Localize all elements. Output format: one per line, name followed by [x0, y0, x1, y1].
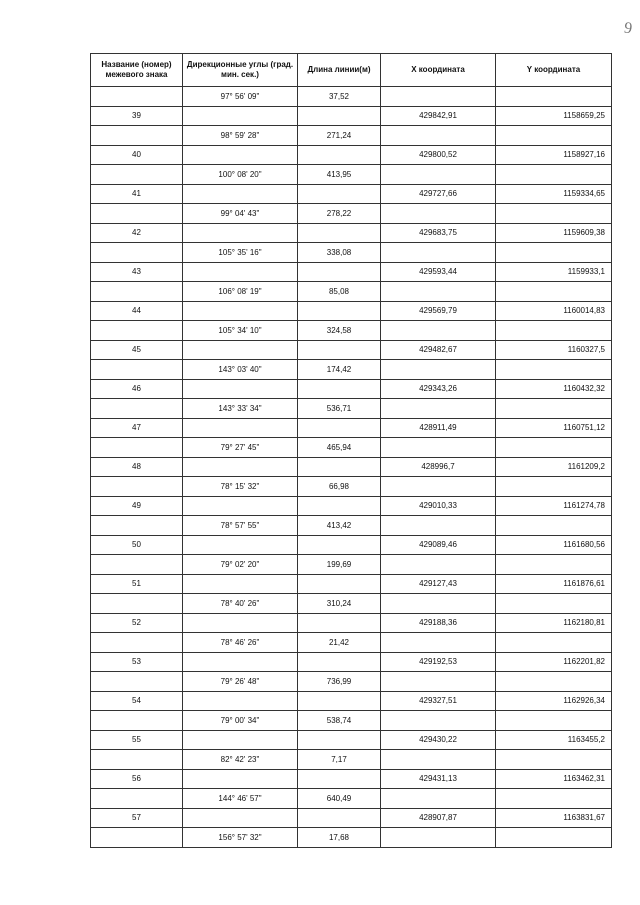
line-length-cell: 85,08: [298, 282, 381, 302]
direction-angle-cell: 143° 03' 40": [183, 360, 298, 380]
x-coordinate-cell: [381, 321, 496, 341]
marker-name-cell: [91, 633, 183, 653]
direction-angle-cell: 78° 40' 26": [183, 594, 298, 614]
y-coordinate-cell: [496, 165, 612, 185]
x-coordinate-cell: [381, 750, 496, 770]
direction-angle-cell: [183, 106, 298, 126]
y-coordinate-cell: [496, 555, 612, 575]
x-coordinate-cell: [381, 243, 496, 263]
direction-angle-cell: [183, 808, 298, 828]
line-length-cell: [298, 262, 381, 282]
line-length-cell: [298, 457, 381, 477]
x-coordinate-cell: 429343,26: [381, 379, 496, 399]
line-length-cell: [298, 691, 381, 711]
line-length-cell: [298, 652, 381, 672]
y-coordinate-cell: [496, 711, 612, 731]
y-coordinate-cell: 1163462,31: [496, 769, 612, 789]
direction-angle-cell: [183, 535, 298, 555]
y-coordinate-cell: 1160327,5: [496, 340, 612, 360]
header-x-coordinate: X координата: [381, 54, 496, 87]
x-coordinate-cell: [381, 594, 496, 614]
x-coordinate-cell: 429569,79: [381, 301, 496, 321]
table-row: [91, 223, 612, 243]
table-row: [91, 535, 612, 555]
table-row: [91, 691, 612, 711]
marker-name-cell: 53: [91, 652, 183, 672]
y-coordinate-cell: 1160014,83: [496, 301, 612, 321]
table-row: [91, 282, 612, 302]
y-coordinate-cell: [496, 282, 612, 302]
table-row: [91, 204, 612, 224]
marker-name-cell: 45: [91, 340, 183, 360]
direction-angle-cell: 156° 57' 32": [183, 828, 298, 848]
line-length-cell: [298, 769, 381, 789]
table-row: [91, 516, 612, 536]
table-row: [91, 438, 612, 458]
y-coordinate-cell: [496, 399, 612, 419]
table-row: [91, 652, 612, 672]
marker-name-cell: 52: [91, 613, 183, 633]
marker-name-cell: 41: [91, 184, 183, 204]
y-coordinate-cell: [496, 594, 612, 614]
marker-name-cell: [91, 282, 183, 302]
y-coordinate-cell: 1159933,1: [496, 262, 612, 282]
table-row: [91, 399, 612, 419]
line-length-cell: [298, 301, 381, 321]
line-length-cell: 640,49: [298, 789, 381, 809]
x-coordinate-cell: [381, 516, 496, 536]
table-row: [91, 555, 612, 575]
y-coordinate-cell: [496, 672, 612, 692]
x-coordinate-cell: [381, 360, 496, 380]
line-length-cell: [298, 145, 381, 165]
direction-angle-cell: 79° 02' 20": [183, 555, 298, 575]
table-row: [91, 496, 612, 516]
marker-name-cell: [91, 477, 183, 497]
marker-name-cell: [91, 126, 183, 146]
y-coordinate-cell: 1158659,25: [496, 106, 612, 126]
x-coordinate-cell: 429430,22: [381, 730, 496, 750]
direction-angle-cell: 106° 08' 19": [183, 282, 298, 302]
marker-name-cell: 46: [91, 379, 183, 399]
line-length-cell: [298, 730, 381, 750]
table-row: [91, 87, 612, 107]
x-coordinate-cell: 429683,75: [381, 223, 496, 243]
y-coordinate-cell: 1162926,34: [496, 691, 612, 711]
x-coordinate-cell: 429593,44: [381, 262, 496, 282]
direction-angle-cell: [183, 418, 298, 438]
y-coordinate-cell: [496, 360, 612, 380]
marker-name-cell: 56: [91, 769, 183, 789]
line-length-cell: 17,68: [298, 828, 381, 848]
x-coordinate-cell: 429127,43: [381, 574, 496, 594]
direction-angle-cell: [183, 496, 298, 516]
direction-angle-cell: [183, 613, 298, 633]
direction-angle-cell: 97° 56' 09": [183, 87, 298, 107]
direction-angle-cell: 144° 46' 57": [183, 789, 298, 809]
direction-angle-cell: [183, 691, 298, 711]
table-row: [91, 730, 612, 750]
header-y-coordinate: Y координата: [496, 54, 612, 87]
table-body: [91, 87, 612, 848]
table-row: [91, 828, 612, 848]
direction-angle-cell: [183, 340, 298, 360]
table-row: [91, 165, 612, 185]
line-length-cell: 21,42: [298, 633, 381, 653]
table-row: [91, 457, 612, 477]
line-length-cell: 271,24: [298, 126, 381, 146]
line-length-cell: 278,22: [298, 204, 381, 224]
direction-angle-cell: 143° 33' 34": [183, 399, 298, 419]
table-row: [91, 711, 612, 731]
marker-name-cell: [91, 243, 183, 263]
x-coordinate-cell: 428911,49: [381, 418, 496, 438]
x-coordinate-cell: [381, 399, 496, 419]
direction-angle-cell: 98° 59' 28": [183, 126, 298, 146]
line-length-cell: [298, 184, 381, 204]
table-row: [91, 321, 612, 341]
x-coordinate-cell: [381, 633, 496, 653]
table-row: [91, 477, 612, 497]
marker-name-cell: [91, 321, 183, 341]
line-length-cell: 66,98: [298, 477, 381, 497]
header-line-length: Длина линии(м): [298, 54, 381, 87]
line-length-cell: 174,42: [298, 360, 381, 380]
marker-name-cell: [91, 438, 183, 458]
y-coordinate-cell: [496, 828, 612, 848]
x-coordinate-cell: 429431,13: [381, 769, 496, 789]
marker-name-cell: [91, 789, 183, 809]
table-row: [91, 574, 612, 594]
y-coordinate-cell: [496, 87, 612, 107]
line-length-cell: 7,17: [298, 750, 381, 770]
x-coordinate-cell: [381, 555, 496, 575]
marker-name-cell: 50: [91, 535, 183, 555]
table-row: [91, 301, 612, 321]
x-coordinate-cell: [381, 438, 496, 458]
table-row: [91, 789, 612, 809]
direction-angle-cell: [183, 145, 298, 165]
marker-name-cell: [91, 204, 183, 224]
marker-name-cell: [91, 750, 183, 770]
x-coordinate-cell: 429010,33: [381, 496, 496, 516]
y-coordinate-cell: [496, 789, 612, 809]
x-coordinate-cell: [381, 711, 496, 731]
line-length-cell: 413,95: [298, 165, 381, 185]
marker-name-cell: 44: [91, 301, 183, 321]
marker-name-cell: [91, 555, 183, 575]
line-length-cell: 413,42: [298, 516, 381, 536]
direction-angle-cell: [183, 769, 298, 789]
direction-angle-cell: 78° 46' 26": [183, 633, 298, 653]
line-length-cell: [298, 496, 381, 516]
marker-name-cell: 54: [91, 691, 183, 711]
direction-angle-cell: [183, 301, 298, 321]
direction-angle-cell: [183, 574, 298, 594]
direction-angle-cell: 79° 27' 45": [183, 438, 298, 458]
x-coordinate-cell: 428996,7: [381, 457, 496, 477]
direction-angle-cell: [183, 457, 298, 477]
direction-angle-cell: 78° 57' 55": [183, 516, 298, 536]
y-coordinate-cell: [496, 321, 612, 341]
table-row: [91, 145, 612, 165]
x-coordinate-cell: 429327,51: [381, 691, 496, 711]
table-row: [91, 262, 612, 282]
direction-angle-cell: [183, 262, 298, 282]
y-coordinate-cell: 1161680,56: [496, 535, 612, 555]
table-row: [91, 106, 612, 126]
line-length-cell: 465,94: [298, 438, 381, 458]
direction-angle-cell: [183, 652, 298, 672]
direction-angle-cell: 79° 00' 34": [183, 711, 298, 731]
x-coordinate-cell: 429192,53: [381, 652, 496, 672]
y-coordinate-cell: 1160432,32: [496, 379, 612, 399]
y-coordinate-cell: [496, 633, 612, 653]
line-length-cell: 538,74: [298, 711, 381, 731]
table-row: [91, 360, 612, 380]
marker-name-cell: [91, 360, 183, 380]
direction-angle-cell: 82° 42' 23": [183, 750, 298, 770]
page-number: 9: [622, 19, 634, 38]
marker-name-cell: 47: [91, 418, 183, 438]
y-coordinate-cell: 1163831,67: [496, 808, 612, 828]
x-coordinate-cell: [381, 477, 496, 497]
table-row: [91, 418, 612, 438]
line-length-cell: 536,71: [298, 399, 381, 419]
table-row: [91, 613, 612, 633]
line-length-cell: 199,69: [298, 555, 381, 575]
x-coordinate-cell: [381, 828, 496, 848]
marker-name-cell: 43: [91, 262, 183, 282]
y-coordinate-cell: [496, 477, 612, 497]
x-coordinate-cell: 429089,46: [381, 535, 496, 555]
y-coordinate-cell: [496, 750, 612, 770]
marker-name-cell: [91, 516, 183, 536]
line-length-cell: 736,99: [298, 672, 381, 692]
direction-angle-cell: 105° 35' 16": [183, 243, 298, 263]
line-length-cell: 324,58: [298, 321, 381, 341]
marker-name-cell: 55: [91, 730, 183, 750]
boundary-coordinates-table: [90, 53, 612, 848]
marker-name-cell: [91, 399, 183, 419]
direction-angle-cell: [183, 379, 298, 399]
table-row: [91, 808, 612, 828]
y-coordinate-cell: 1158927,16: [496, 145, 612, 165]
marker-name-cell: 49: [91, 496, 183, 516]
line-length-cell: [298, 340, 381, 360]
table-header-row: [91, 54, 612, 87]
table-row: [91, 379, 612, 399]
line-length-cell: [298, 535, 381, 555]
table-row: [91, 126, 612, 146]
table-row: [91, 750, 612, 770]
y-coordinate-cell: [496, 126, 612, 146]
x-coordinate-cell: 429188,36: [381, 613, 496, 633]
line-length-cell: 310,24: [298, 594, 381, 614]
marker-name-cell: 57: [91, 808, 183, 828]
y-coordinate-cell: 1163455,2: [496, 730, 612, 750]
line-length-cell: [298, 613, 381, 633]
marker-name-cell: 42: [91, 223, 183, 243]
y-coordinate-cell: [496, 243, 612, 263]
marker-name-cell: [91, 828, 183, 848]
marker-name-cell: [91, 594, 183, 614]
line-length-cell: 338,08: [298, 243, 381, 263]
direction-angle-cell: [183, 184, 298, 204]
direction-angle-cell: 105° 34' 10": [183, 321, 298, 341]
direction-angle-cell: 79° 26' 48": [183, 672, 298, 692]
line-length-cell: [298, 106, 381, 126]
line-length-cell: [298, 418, 381, 438]
table-row: [91, 340, 612, 360]
marker-name-cell: 39: [91, 106, 183, 126]
y-coordinate-cell: 1160751,12: [496, 418, 612, 438]
x-coordinate-cell: 429727,66: [381, 184, 496, 204]
marker-name-cell: 51: [91, 574, 183, 594]
line-length-cell: [298, 379, 381, 399]
direction-angle-cell: [183, 730, 298, 750]
header-direction-angle: Дирекционные углы (град. мин. сек.): [183, 54, 298, 87]
x-coordinate-cell: 429800,52: [381, 145, 496, 165]
header-marker-name: Название (номер) межевого знака: [91, 54, 183, 87]
direction-angle-cell: 100° 08' 20": [183, 165, 298, 185]
marker-name-cell: [91, 87, 183, 107]
y-coordinate-cell: 1159334,65: [496, 184, 612, 204]
marker-name-cell: 40: [91, 145, 183, 165]
x-coordinate-cell: [381, 204, 496, 224]
x-coordinate-cell: [381, 87, 496, 107]
line-length-cell: [298, 574, 381, 594]
x-coordinate-cell: [381, 165, 496, 185]
line-length-cell: [298, 808, 381, 828]
marker-name-cell: 48: [91, 457, 183, 477]
y-coordinate-cell: [496, 516, 612, 536]
x-coordinate-cell: [381, 126, 496, 146]
marker-name-cell: [91, 711, 183, 731]
direction-angle-cell: 78° 15' 32": [183, 477, 298, 497]
table-row: [91, 184, 612, 204]
table-row: [91, 243, 612, 263]
marker-name-cell: [91, 672, 183, 692]
x-coordinate-cell: [381, 672, 496, 692]
table-row: [91, 769, 612, 789]
table-row: [91, 594, 612, 614]
x-coordinate-cell: [381, 282, 496, 302]
x-coordinate-cell: 429482,67: [381, 340, 496, 360]
y-coordinate-cell: 1161274,78: [496, 496, 612, 516]
x-coordinate-cell: 428907,87: [381, 808, 496, 828]
table-row: [91, 672, 612, 692]
line-length-cell: 37,52: [298, 87, 381, 107]
x-coordinate-cell: 429842,91: [381, 106, 496, 126]
y-coordinate-cell: 1162180,81: [496, 613, 612, 633]
marker-name-cell: [91, 165, 183, 185]
y-coordinate-cell: 1162201,82: [496, 652, 612, 672]
line-length-cell: [298, 223, 381, 243]
y-coordinate-cell: [496, 204, 612, 224]
y-coordinate-cell: 1161876,61: [496, 574, 612, 594]
direction-angle-cell: [183, 223, 298, 243]
x-coordinate-cell: [381, 789, 496, 809]
y-coordinate-cell: 1161209,2: [496, 457, 612, 477]
y-coordinate-cell: [496, 438, 612, 458]
direction-angle-cell: 99° 04' 43": [183, 204, 298, 224]
table-row: [91, 633, 612, 653]
y-coordinate-cell: 1159609,38: [496, 223, 612, 243]
